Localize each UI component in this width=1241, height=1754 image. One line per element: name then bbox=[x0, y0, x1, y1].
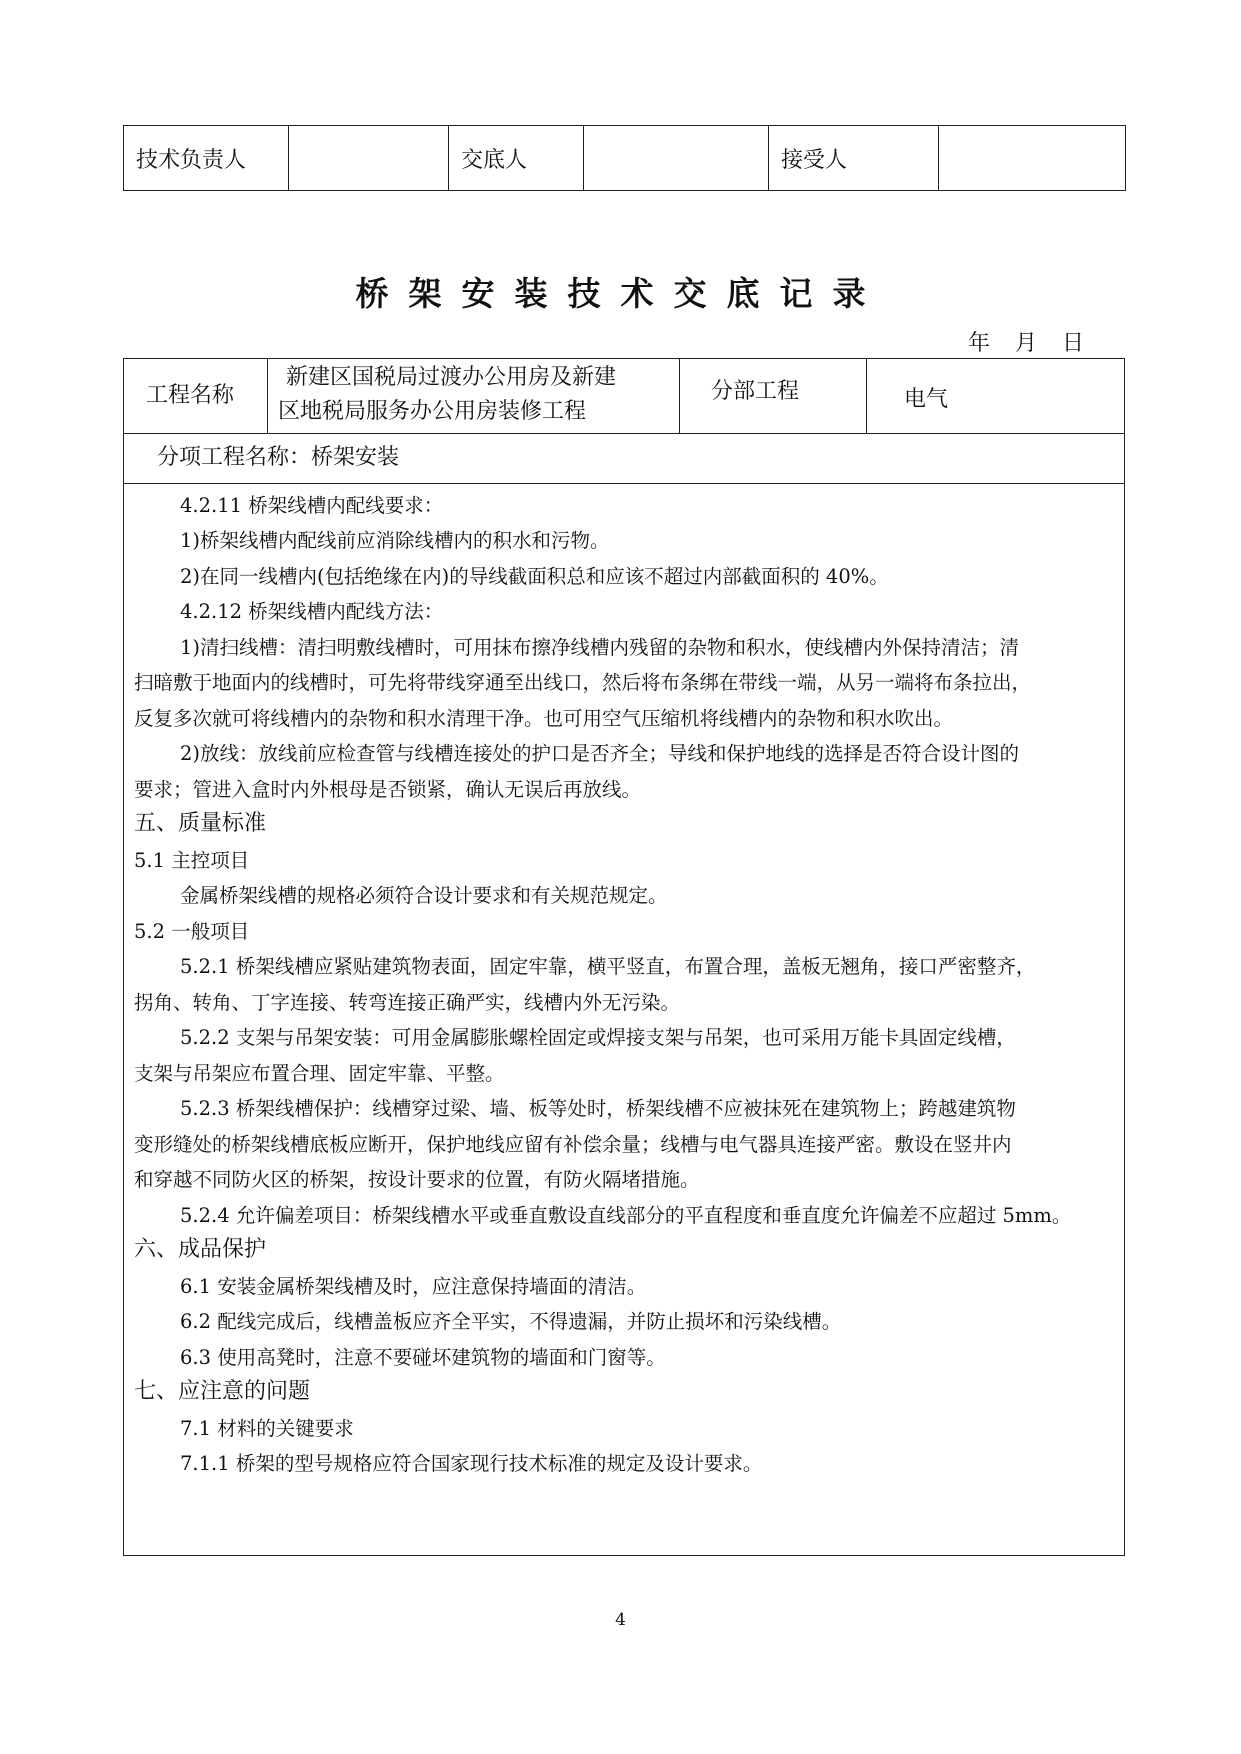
division-label: 分部工程 bbox=[711, 379, 800, 404]
content-line: 5.2.2 支架与吊架安装：可用金属膨胀螺栓固定或焊接支架与吊架，也可采用万能卡具固定线槽， bbox=[180, 1026, 1016, 1049]
content-line: 5.2.1 桥架线槽应紧贴建筑物表面，固定牢靠，横平竖直，布置合理，盖板无翘角，接口严密整齐， bbox=[180, 955, 1036, 978]
content-line: 5.2.4 允许偏差项目：桥架线槽水平或垂直敷设直线部分的平直程度和垂直度允许偏差不应超过 5mm。 bbox=[180, 1204, 1072, 1227]
section-heading: 六、成品保护 bbox=[134, 1237, 267, 1262]
content-line: 5.2.3 桥架线槽保护：线槽穿过梁、墙、板等处时，桥架线槽不应被抹死在建筑物上；跨越建筑物 bbox=[180, 1097, 1016, 1120]
content-line: 和穿越不同防火区的桥架，按设计要求的位置，有防火隔堵措施。 bbox=[134, 1168, 700, 1191]
project-name-line2: 区地税局服务办公用房装修工程 bbox=[278, 399, 587, 424]
subitem-row bbox=[124, 433, 1124, 484]
content-line: 2)在同一线槽内(包括绝缘在内)的导线截面积总和应该不超过内部截面积的 40%。 bbox=[180, 565, 889, 588]
content-line: 4.2.11 桥架线槽内配线要求： bbox=[180, 494, 444, 517]
content-line: 要求；管进入盒时内外根母是否锁紧，确认无误后再放线。 bbox=[134, 778, 642, 801]
tech-lead-field[interactable] bbox=[289, 126, 449, 191]
content-line: 6.1 安装金属桥架线槽及时，应注意保持墙面的清洁。 bbox=[180, 1275, 647, 1298]
content-line: 4.2.12 桥架线槽内配线方法： bbox=[180, 600, 444, 623]
subsection-heading: 5.2 一般项目 bbox=[134, 920, 250, 943]
content-line: 6.2 配线完成后，线槽盖板应齐全平实，不得遗漏，并防止损坏和污染线槽。 bbox=[180, 1310, 842, 1333]
content-line: 变形缝处的桥架线槽底板应断开，保护地线应留有补偿余量；线槽与电气器具连接严密。敷设在竖井内 bbox=[134, 1133, 1012, 1156]
project-info-row bbox=[124, 359, 1124, 434]
project-name-label: 工程名称 bbox=[146, 383, 235, 408]
content-line: 反复多次就可将线槽内的杂物和积水清理干净。也可用空气压缩机将线槽内的杂物和积水吹出。 bbox=[134, 707, 954, 730]
content-line: 7.1.1 桥架的型号规格应符合国家现行技术标准的规定及设计要求。 bbox=[180, 1452, 763, 1475]
content-line: 1)桥架线槽内配线前应消除线槽内的积水和污物。 bbox=[180, 529, 610, 552]
content-body bbox=[124, 483, 1124, 1555]
receiver-label: 接受人 bbox=[769, 126, 939, 191]
signature-table bbox=[123, 125, 1126, 191]
discloser-field[interactable] bbox=[584, 126, 769, 191]
content-line: 6.3 使用高凳时，注意不要碰坏建筑物的墙面和门窗等。 bbox=[180, 1346, 666, 1369]
project-name-line1: 新建区国税局过渡办公用房及新建 bbox=[286, 365, 617, 390]
division-value: 电气 bbox=[904, 387, 949, 412]
content-line: 拐角、转角、丁字连接、转弯连接正确严实，线槽内外无污染。 bbox=[134, 991, 681, 1014]
document-title: 桥架安装技术交底记录 bbox=[355, 274, 886, 313]
date-label: 年 月 日 bbox=[968, 331, 1084, 356]
subitem-label: 分项工程名称：桥架安装 bbox=[157, 445, 400, 470]
receiver-field[interactable] bbox=[939, 126, 1126, 191]
discloser-label: 交底人 bbox=[449, 126, 584, 191]
content-line: 金属桥架线槽的规格必须符合设计要求和有关规范规定。 bbox=[180, 884, 668, 907]
content-line: 支架与吊架应布置合理、固定牢靠、平整。 bbox=[134, 1062, 505, 1085]
content-line: 扫暗敷于地面内的线槽时，可先将带线穿通至出线口，然后将布条绑在带线一端，从另一端将布条拉出， bbox=[134, 671, 1032, 694]
subitem-value: 桥架安装 bbox=[311, 445, 400, 470]
subsection-heading: 5.1 主控项目 bbox=[134, 849, 250, 872]
section-heading: 七、应注意的问题 bbox=[134, 1379, 311, 1404]
page-number: 4 bbox=[615, 1610, 626, 1630]
disclosure-record-table bbox=[123, 358, 1125, 1556]
section-heading: 五、质量标准 bbox=[134, 811, 267, 836]
tech-lead-label: 技术负责人 bbox=[124, 126, 289, 191]
content-line: 7.1 材料的关键要求 bbox=[180, 1417, 354, 1440]
content-line: 1)清扫线槽：清扫明敷线槽时，可用抹布擦净线槽内残留的杂物和积水，使线槽内外保持清洁；清 bbox=[180, 636, 1020, 659]
content-line: 2)放线：放线前应检查管与线槽连接处的护口是否齐全；导线和保护地线的选择是否符合设计图的 bbox=[180, 742, 1020, 765]
